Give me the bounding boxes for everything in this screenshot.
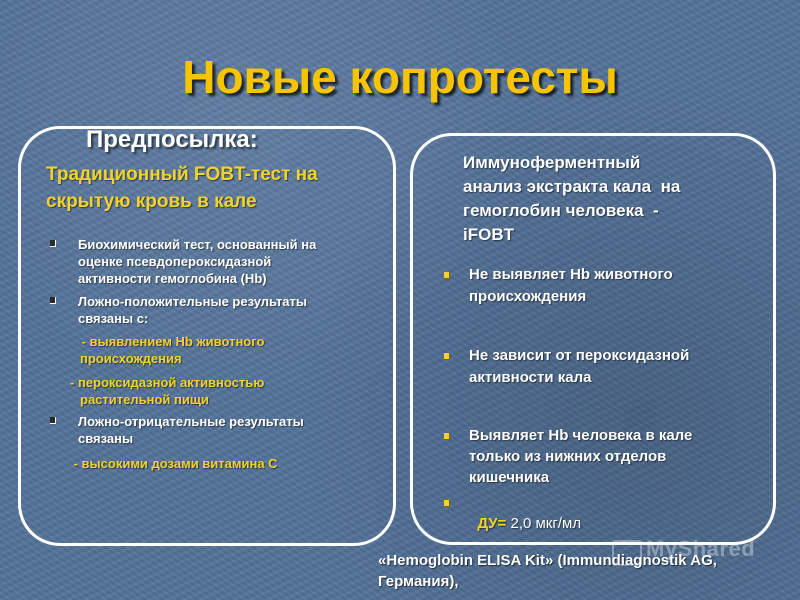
left-item-4-line1: - пероксидазной активностью: [70, 375, 265, 390]
left-panel-heading: Предпосылка:: [86, 126, 258, 153]
watermark-icon: [612, 540, 642, 566]
du-label: ДУ=: [477, 515, 507, 532]
right-panel-heading-line2: анализ экстракта кала на: [463, 177, 681, 196]
left-item-6-line1: - высокими дозами витамина С: [70, 456, 278, 471]
bullet-icon: [444, 353, 450, 360]
right-item-2-line1: Не зависит от пероксидазной: [469, 347, 690, 364]
right-item-2-line2: активности кала: [469, 369, 592, 386]
du-value: 2,0 мкг/мл: [506, 515, 582, 532]
left-panel-subheading-line1: Традиционный FOBT-тест на: [46, 164, 318, 185]
watermark-text: MyShared: [646, 536, 756, 561]
left-panel-subheading-line2: скрытую кровь в кале: [46, 191, 257, 212]
right-item-3-line2: только из нижних отделов: [469, 448, 667, 465]
bullet-icon: [444, 500, 450, 507]
right-item-1-line1: Не выявляет Hb животного: [469, 266, 673, 283]
left-item-1-line1: Биохимический тест, основанный на: [78, 237, 317, 252]
bullet-icon: [444, 433, 450, 440]
right-panel-heading-line4: iFOBT: [463, 225, 514, 244]
slide-title: Новые копротесты: [182, 51, 618, 103]
footer-line1: «Hemoglobin ELISA Kit» (Immundiagnostik AG,: [378, 552, 717, 569]
left-item-5-line1: Ложно-отрицательные результаты: [78, 414, 304, 429]
right-item-3-line3: кишечника: [469, 469, 550, 486]
bullet-icon: [50, 297, 56, 304]
du-row: [469, 492, 581, 534]
bullet-icon: [50, 417, 56, 424]
left-item-3-line2: происхождения: [80, 351, 182, 366]
right-item-1-line2: происхождения: [469, 288, 587, 305]
right-panel-heading-line3: гемоглобин человека -: [463, 201, 659, 220]
bullet-icon: [50, 240, 56, 247]
left-item-1-line2: оценке псевдопероксидазной: [78, 254, 272, 269]
right-item-3-line1: Выявляет Hb человека в кале: [469, 427, 693, 444]
bullet-icon: [444, 272, 450, 279]
left-item-3-line1: - выявлением Hb животного: [78, 334, 265, 349]
right-panel-heading-line1: Иммуноферментный: [463, 153, 641, 172]
footer-line2: Германия),: [378, 573, 459, 590]
left-item-2-line1: Ложно-положительные результаты: [78, 294, 307, 309]
left-item-1-line3: активности гемоглобина (Hb): [78, 271, 267, 286]
left-item-2-line2: связаны с:: [78, 311, 149, 326]
left-item-5-line2: связаны: [78, 431, 134, 446]
left-item-4-line2: растительной пищи: [80, 392, 209, 407]
